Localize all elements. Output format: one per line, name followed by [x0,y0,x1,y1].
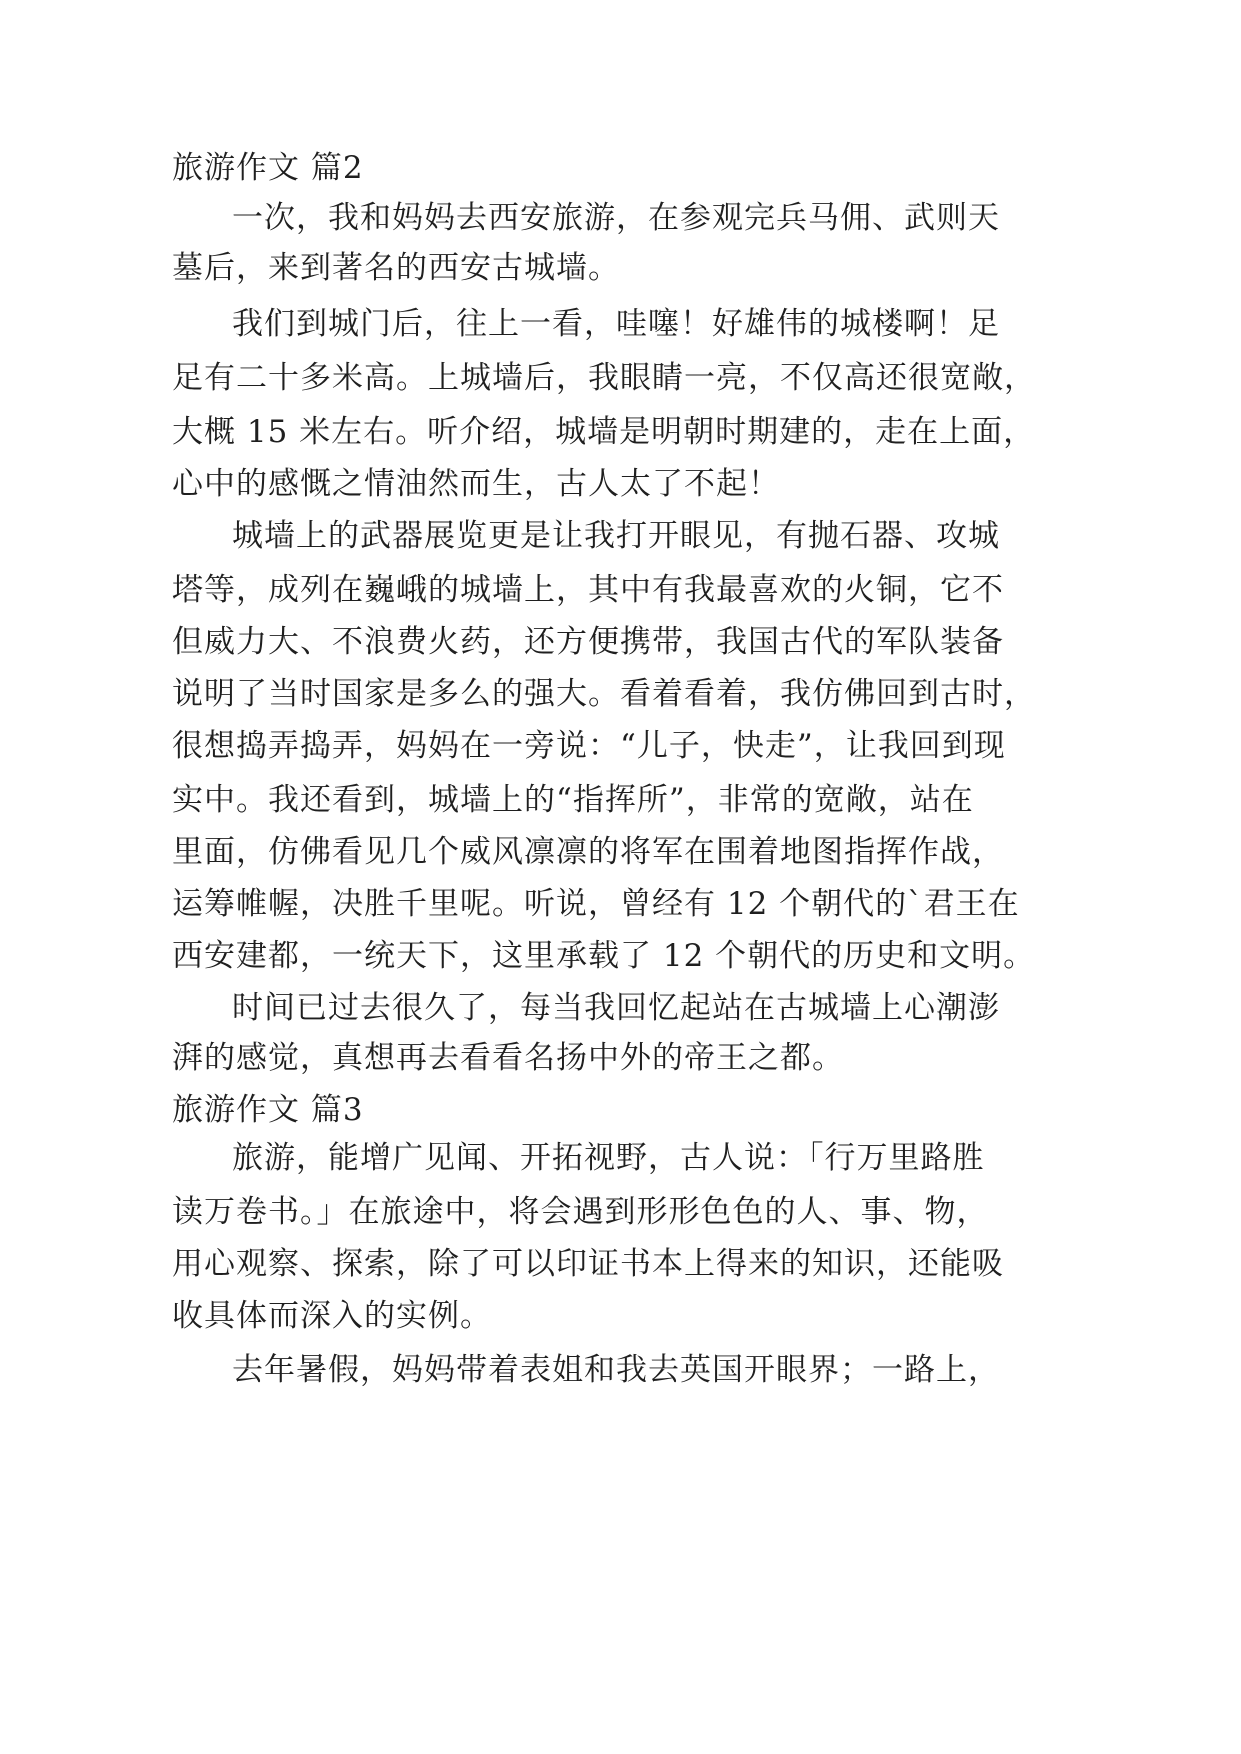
text-line: 去年暑假，妈妈带着表姐和我去英国开眼界；一路上， [232,1352,1000,1388]
text-line: 城墙上的武器展览更是让我打开眼见，有抛石器、攻城 [232,518,1000,554]
section-heading: 旅游作文 篇3 [172,1092,364,1128]
text-line: 旅游，能增广见闻、开拓视野，古人说：「行万里路胜 [232,1140,985,1176]
text-line: 墓后，来到著名的西安古城墙。 [172,250,620,286]
text-line: 足有二十多米高。上城墙后，我眼睛一亮，不仅高还很宽敞， [172,360,1036,396]
text-line: 我们到城门后，往上一看，哇噻！好雄伟的城楼啊！足 [232,306,1000,342]
section-heading: 旅游作文 篇2 [172,150,364,186]
text-line: 时间已过去很久了，每当我回忆起站在古城墙上心潮澎 [232,990,1000,1026]
text-line: 读万卷书。」在旅途中，将会遇到形形色色的人、事、物， [172,1194,989,1230]
text-line: 大概 15 米左右。听介绍，城墙是明朝时期建的，走在上面， [172,414,1036,450]
text-line: 西安建都，一统天下，这里承载了 12 个朝代的历史和文明。 [172,938,1036,974]
text-line: 但威力大、不浪费火药，还方便携带，我国古代的军队装备 [172,624,1004,660]
text-line: 心中的感慨之情油然而生，古人太了不起！ [172,466,780,502]
text-line: 塔等，成列在巍峨的城墙上，其中有我最喜欢的火铜，它不 [172,572,1004,608]
text-line: 运筹帷幄，决胜千里呢。听说，曾经有 12 个朝代的`君王在 [172,886,1020,922]
text-line: 收具体而深入的实例。 [172,1298,492,1334]
text-line: 用心观察、探索，除了可以印证书本上得来的知识，还能吸 [172,1246,1004,1282]
text-line: 说明了当时国家是多么的强大。看着看着，我仿佛回到古时， [172,676,1036,712]
text-line: 很想捣弄捣弄，妈妈在一旁说：“儿子，快走”，让我回到现 [172,728,1006,764]
text-line: 一次，我和妈妈去西安旅游，在参观完兵马佣、武则天 [232,200,1000,236]
text-line: 里面，仿佛看见几个威风凛凛的将军在围着地图指挥作战， [172,834,1004,870]
text-line: 湃的感觉，真想再去看看名扬中外的帝王之都。 [172,1040,844,1076]
text-line: 实中。我还看到，城墙上的“指挥所”，非常的宽敞，站在 [172,782,974,818]
